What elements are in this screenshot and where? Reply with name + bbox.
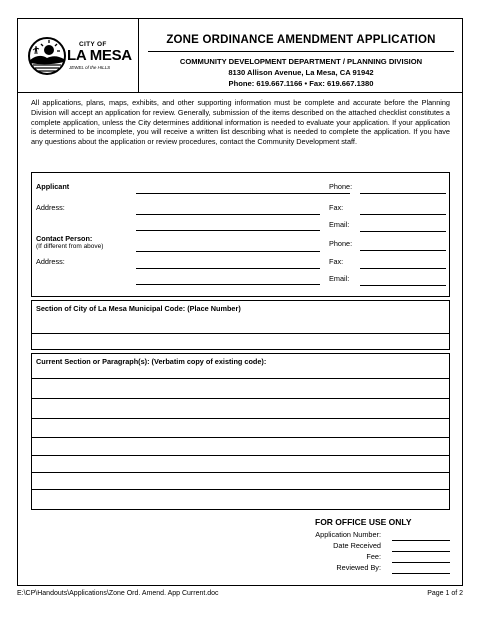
applicant-label: Applicant	[36, 182, 70, 191]
reviewed-by-field[interactable]	[392, 573, 450, 574]
reviewed-by-label: Reviewed By:	[336, 563, 381, 572]
logo-city-of: CITY OF	[79, 41, 107, 48]
footer-file-path: E:\CP\Handouts\Applications\Zone Ord. Amend. App Current.doc	[17, 590, 219, 597]
applicant-email-label: Email:	[329, 220, 350, 229]
footer-page-number: Page 1 of 2	[427, 590, 463, 597]
applicant-phone-label: Phone:	[329, 182, 353, 191]
contact-phone-label: Phone:	[329, 239, 353, 248]
applicant-email-field[interactable]	[360, 231, 446, 232]
applicant-fax-field[interactable]	[360, 214, 446, 215]
contact-email-label: Email:	[329, 274, 350, 283]
current-section-line-4[interactable]	[32, 437, 449, 438]
logo-city-name: LA MESA	[67, 47, 132, 64]
applicant-name-field[interactable]	[136, 193, 350, 194]
header-divider	[17, 92, 463, 93]
contact-fax-label: Fax:	[329, 257, 344, 266]
department-name: COMMUNITY DEVELOPMENT DEPARTMENT / PLANNING DIVISION	[179, 57, 423, 66]
city-seal-icon	[27, 36, 67, 76]
contact-address-field-1[interactable]	[136, 268, 320, 269]
current-section-label: Current Section or Paragraph(s): (Verbatim copy of existing code):	[36, 357, 267, 366]
intro-paragraph: All applications, plans, maps, exhibits, and other supporting information must be complete and accurate before the Planning Division will accept an application for review. Generally, submission of the items described on the attached checklist constitutes a complete application, unless the City determines additional information is needed to evaluate your application. If your application is determined to be incomplete, you will receive a written list describing what is needed to complete the application. If you have any questions about the application or review procedures, contact the Community Development staff.	[31, 98, 450, 147]
municipal-code-section	[31, 300, 450, 350]
contact-email-field[interactable]	[360, 285, 446, 286]
department-block	[146, 56, 456, 89]
contact-fax-field[interactable]	[360, 268, 446, 269]
form-title: ZONE ORDINANCE AMENDMENT APPLICATION	[166, 34, 436, 46]
title-rule	[148, 51, 454, 52]
applicant-address-field-2[interactable]	[136, 230, 320, 231]
fee-label: Fee:	[366, 552, 381, 561]
application-number-label: Application Number:	[315, 530, 381, 539]
contact-phone-field[interactable]	[360, 250, 446, 251]
contact-person-field[interactable]	[136, 251, 320, 252]
applicant-fax-label: Fax:	[329, 203, 344, 212]
applicant-address-label: Address:	[36, 203, 65, 212]
logo-divider	[138, 18, 139, 92]
department-phone-fax: Phone: 619.667.1166 • Fax: 619.667.1380	[228, 79, 374, 88]
applicant-section	[31, 172, 450, 297]
city-logo	[27, 36, 133, 78]
date-received-label: Date Received	[333, 541, 381, 550]
contact-person-note: (If different from above)	[36, 243, 104, 250]
applicant-address-field-1[interactable]	[136, 214, 320, 215]
current-section-line-2[interactable]	[32, 398, 449, 399]
current-section	[31, 353, 450, 510]
date-received-field[interactable]	[392, 551, 450, 552]
office-use-title: FOR OFFICE USE ONLY	[315, 517, 412, 527]
logo-tagline: JEWEL of the HILLS	[69, 65, 111, 70]
contact-person-label: Contact Person:	[36, 234, 93, 243]
department-address: 8130 Allison Avenue, La Mesa, CA 91942	[228, 68, 374, 77]
application-number-field[interactable]	[392, 540, 450, 541]
municipal-code-label: Section of City of La Mesa Municipal Code: (Place Number)	[36, 304, 241, 313]
current-section-line-3[interactable]	[32, 418, 449, 419]
applicant-phone-field[interactable]	[360, 193, 446, 194]
contact-address-label: Address:	[36, 257, 65, 266]
current-section-line-1[interactable]	[32, 378, 449, 379]
contact-address-field-2[interactable]	[136, 284, 320, 285]
current-section-line-6[interactable]	[32, 472, 449, 473]
fee-field[interactable]	[392, 562, 450, 563]
current-section-line-7[interactable]	[32, 489, 449, 490]
current-section-line-5[interactable]	[32, 455, 449, 456]
municipal-code-field[interactable]	[32, 333, 449, 334]
